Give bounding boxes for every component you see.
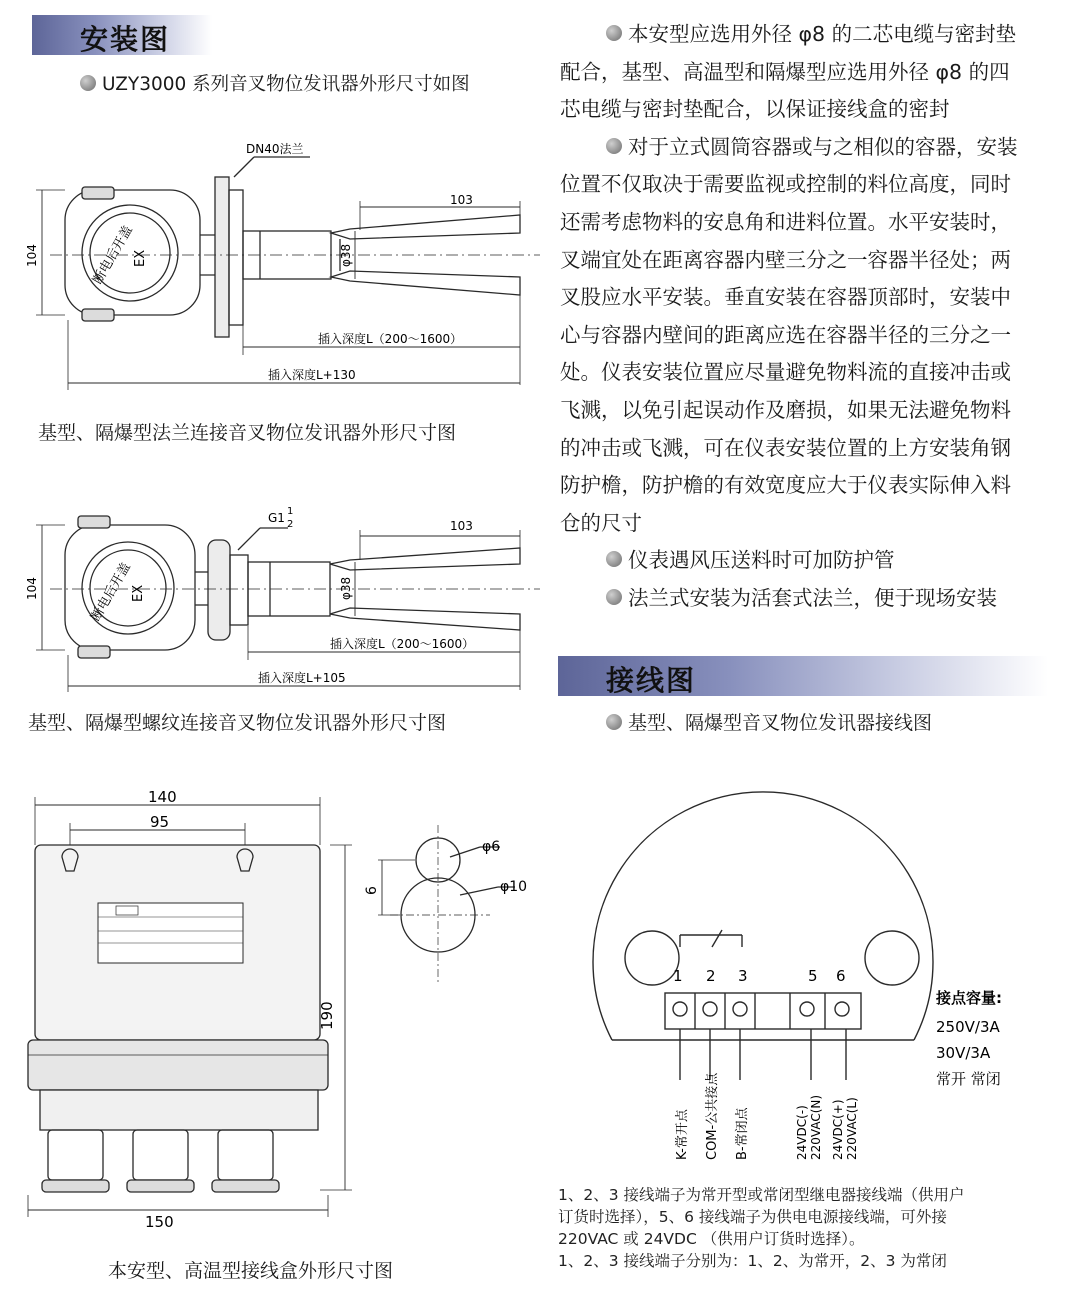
label-24vdc-neg: 24VDC(-) bbox=[795, 1105, 809, 1160]
capacity-30v: 30V/3A bbox=[936, 1044, 991, 1062]
wiring-intro: 基型、隔爆型音叉物位发讯器接线图 bbox=[606, 708, 932, 735]
section-title-wiring: 接线图 bbox=[606, 664, 697, 697]
thread-label: G1 bbox=[268, 511, 285, 525]
para-3: 仪表遇风压送料时可加防护管 bbox=[560, 542, 1070, 580]
intro-line: UZY3000 系列音叉物位发讯器外形尺寸如图 bbox=[80, 70, 470, 96]
para-1: 本安型应选用外径 φ8 的二芯电缆与密封垫 配合，基型、高温型和隔爆型应选用外径 φ8 的四 芯电缆与密封垫配合，以保证接线盒的密封 bbox=[560, 22, 1017, 122]
dim-6: 6 bbox=[364, 886, 380, 895]
label-220vac-l: 220VAC(L) bbox=[845, 1097, 859, 1160]
thread-fraction-num: 1 bbox=[287, 506, 294, 517]
label-no: K-常开点 bbox=[675, 1109, 690, 1160]
label-com: COM-公共接点 bbox=[705, 1072, 720, 1160]
fig3-caption: 本安型、高温型接线盒外形尺寸图 bbox=[108, 1260, 394, 1282]
bullet-icon bbox=[606, 551, 622, 567]
junction-box-drawing bbox=[20, 785, 550, 1245]
dim-140: 140 bbox=[148, 788, 177, 806]
flange-dimension-drawing bbox=[20, 135, 550, 395]
dim-150: 150 bbox=[145, 1213, 174, 1231]
cover-text: 断电后开盖 bbox=[90, 223, 136, 287]
para-4: 法兰式安装为活套式法兰，便于现场安装 bbox=[560, 580, 1070, 618]
bullet-icon bbox=[80, 75, 96, 91]
fig2-caption: 基型、隔爆型螺纹连接音叉物位发讯器外形尺寸图 bbox=[28, 712, 447, 734]
dim-phi6: φ6 bbox=[482, 839, 501, 855]
terminal-6: 6 bbox=[836, 967, 846, 985]
dim-top: 103 bbox=[450, 193, 473, 207]
bullet-icon bbox=[606, 25, 622, 41]
flange-label: DN40法兰 bbox=[246, 142, 304, 156]
bullet-icon bbox=[606, 714, 622, 730]
capacity-250v: 250V/3A bbox=[936, 1018, 1000, 1036]
capacity-type: 常开 常闭 bbox=[936, 1070, 1001, 1088]
dim-top: 103 bbox=[450, 519, 473, 533]
dim-total: 插入深度L+130 bbox=[268, 368, 356, 382]
cover-text: 断电后开盖 bbox=[88, 560, 134, 624]
bullet-icon bbox=[606, 589, 622, 605]
para-2: 对于立式圆筒容器或与之相似的容器，安装 位置不仅取决于需要监视或控制的料位高度，同时 还需考虑物料的安息角和进料位置。水平安装时， 叉端宜处在距离容器内壁三分之一容器半径处；两 叉股应水平安装。垂直安装在容器顶部时，安装中 心与容器内壁间的距离应选在容器半径的三分之一 处。仪表安装位置应尽量避免物料流的直接冲击或 飞溅，以免引起误动作及磨损，如果无法避免物料 的冲击或飞溅，可在仪表安装位置的上方安装角钢 防护檐，防护檐的有效宽度应大于仪表实际伸入料 仓的尺寸 bbox=[560, 134, 1018, 535]
dim-phi10: φ10 bbox=[500, 879, 528, 895]
terminal-2: 2 bbox=[706, 967, 716, 985]
label-24vdc-pos: 24VDC(+) bbox=[831, 1099, 845, 1160]
bullet-icon bbox=[606, 138, 622, 154]
thread-fraction-den: 2 bbox=[287, 519, 294, 530]
label-nc: B-常闭点 bbox=[735, 1107, 750, 1160]
dim-95: 95 bbox=[150, 813, 170, 831]
section-title-install: 安装图 bbox=[80, 23, 171, 56]
fig1-caption: 基型、隔爆型法兰连接音叉物位发讯器外形尺寸图 bbox=[38, 422, 457, 444]
dim-total: 插入深度L+105 bbox=[258, 671, 346, 685]
dim-height: 104 bbox=[25, 244, 39, 267]
wiring-notes: 1、2、3 接线端子为常开型或常闭型继电器接线端（供用户 订货时选择），5、6 接线端子为供电电源接线端，可外接 220VAC 或 24VDC （供用户订货时选择）。 1、2、3 接线端子分别为：1、2、为常开，2、3 为常闭 bbox=[558, 1186, 965, 1270]
dim-insert: 插入深度L（200～1600） bbox=[318, 332, 463, 346]
dim-dia: φ38 bbox=[339, 243, 353, 267]
capacity-title: 接点容量: bbox=[936, 989, 1002, 1007]
label-220vac-n: 220VAC(N) bbox=[809, 1094, 823, 1160]
ex-text: EX bbox=[131, 584, 146, 602]
terminal-3: 3 bbox=[738, 967, 748, 985]
dim-190: 190 bbox=[318, 1001, 336, 1030]
terminal-1: 1 bbox=[673, 967, 683, 985]
terminal-5: 5 bbox=[808, 967, 818, 985]
dim-height: 104 bbox=[25, 577, 39, 600]
dim-insert: 插入深度L（200～1600） bbox=[330, 637, 475, 651]
wiring-diagram bbox=[590, 790, 1070, 1165]
right-paragraphs bbox=[560, 16, 1070, 618]
thread-dimension-drawing bbox=[20, 500, 550, 700]
dim-dia: φ38 bbox=[339, 576, 353, 600]
ex-text: EX bbox=[133, 249, 148, 267]
